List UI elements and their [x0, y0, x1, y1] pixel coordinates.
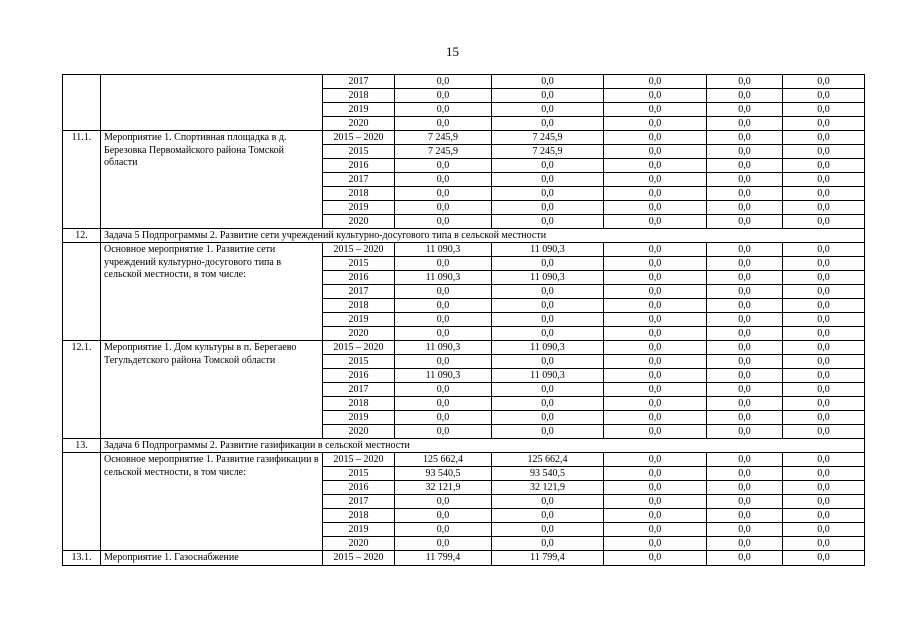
value-cell: 0,0 — [395, 299, 492, 313]
value-cell: 0,0 — [604, 271, 707, 285]
value-cell: 0,0 — [492, 173, 604, 187]
value-cell: 0,0 — [783, 257, 865, 271]
year-cell: 2019 — [323, 523, 395, 537]
value-cell: 0,0 — [783, 215, 865, 229]
year-cell: 2015 – 2020 — [323, 551, 395, 566]
year-cell: 2018 — [323, 397, 395, 411]
year-cell: 2019 — [323, 313, 395, 327]
value-cell: 0,0 — [604, 75, 707, 89]
value-cell: 0,0 — [783, 285, 865, 299]
row-number-cell: 12. — [63, 229, 101, 243]
measure-description-cell: Мероприятие 1. Газоснабжение — [101, 551, 323, 566]
value-cell: 0,0 — [783, 103, 865, 117]
value-cell: 0,0 — [783, 131, 865, 145]
value-cell: 7 245,9 — [492, 131, 604, 145]
value-cell: 0,0 — [492, 327, 604, 341]
year-cell: 2016 — [323, 159, 395, 173]
page-number: 15 — [446, 44, 459, 59]
value-cell: 0,0 — [604, 481, 707, 495]
year-cell: 2019 — [323, 103, 395, 117]
value-cell: 11 090,3 — [395, 271, 492, 285]
value-cell: 0,0 — [492, 187, 604, 201]
year-cell: 2018 — [323, 89, 395, 103]
year-cell: 2016 — [323, 481, 395, 495]
value-cell: 0,0 — [707, 551, 783, 566]
row-number-cell: 13.1. — [63, 551, 101, 566]
value-cell: 0,0 — [783, 355, 865, 369]
value-cell: 0,0 — [492, 159, 604, 173]
row-number-cell — [63, 453, 101, 551]
value-cell: 0,0 — [707, 187, 783, 201]
value-cell: 0,0 — [707, 537, 783, 551]
value-cell: 0,0 — [492, 425, 604, 439]
value-cell: 0,0 — [707, 257, 783, 271]
value-cell: 0,0 — [783, 159, 865, 173]
value-cell: 0,0 — [604, 201, 707, 215]
row-number-cell: 13. — [63, 439, 101, 453]
year-cell: 2020 — [323, 327, 395, 341]
task-title-cell: Задача 5 Подпрограммы 2. Развитие сети учреждений культурно-досугового типа в сельской местности — [101, 229, 865, 243]
year-cell: 2015 — [323, 257, 395, 271]
value-cell: 0,0 — [604, 173, 707, 187]
task-title-cell: Задача 6 Подпрограммы 2. Развитие газификации в сельской местности — [101, 439, 865, 453]
value-cell: 0,0 — [707, 397, 783, 411]
value-cell: 0,0 — [492, 509, 604, 523]
value-cell: 0,0 — [492, 215, 604, 229]
value-cell: 0,0 — [783, 481, 865, 495]
value-cell: 0,0 — [707, 201, 783, 215]
value-cell: 11 799,4 — [492, 551, 604, 566]
value-cell: 0,0 — [492, 75, 604, 89]
value-cell: 0,0 — [604, 327, 707, 341]
value-cell: 0,0 — [395, 383, 492, 397]
value-cell: 0,0 — [604, 537, 707, 551]
value-cell: 0,0 — [783, 425, 865, 439]
value-cell: 0,0 — [783, 173, 865, 187]
measure-description-cell: Основное мероприятие 1. Развитие газификации в сельской местности, в том числе: — [101, 453, 323, 551]
value-cell: 0,0 — [604, 369, 707, 383]
value-cell: 0,0 — [604, 117, 707, 131]
value-cell: 0,0 — [604, 551, 707, 566]
value-cell: 0,0 — [395, 89, 492, 103]
value-cell: 0,0 — [783, 299, 865, 313]
value-cell: 125 662,4 — [492, 453, 604, 467]
table-row — [63, 131, 865, 145]
value-cell: 32 121,9 — [395, 481, 492, 495]
value-cell: 0,0 — [395, 327, 492, 341]
value-cell: 0,0 — [395, 285, 492, 299]
value-cell: 0,0 — [783, 509, 865, 523]
row-number-cell: 12.1. — [63, 341, 101, 439]
value-cell: 0,0 — [604, 299, 707, 313]
value-cell: 0,0 — [707, 369, 783, 383]
value-cell: 0,0 — [604, 145, 707, 159]
value-cell: 11 090,3 — [395, 243, 492, 257]
value-cell: 0,0 — [395, 159, 492, 173]
value-cell: 0,0 — [783, 467, 865, 481]
row-number-cell: 11.1. — [63, 131, 101, 229]
value-cell: 0,0 — [395, 523, 492, 537]
value-cell: 11 090,3 — [395, 369, 492, 383]
value-cell: 0,0 — [783, 117, 865, 131]
value-cell: 0,0 — [395, 103, 492, 117]
value-cell: 0,0 — [604, 495, 707, 509]
value-cell: 0,0 — [783, 75, 865, 89]
year-cell: 2016 — [323, 271, 395, 285]
value-cell: 0,0 — [783, 411, 865, 425]
table-row — [63, 453, 865, 467]
value-cell: 0,0 — [604, 467, 707, 481]
value-cell: 0,0 — [604, 243, 707, 257]
year-cell: 2017 — [323, 495, 395, 509]
year-cell: 2015 – 2020 — [323, 243, 395, 257]
value-cell: 0,0 — [492, 285, 604, 299]
measure-description-cell: Мероприятие 1. Спортивная площадка в д. Березовка Первомайского района Томской области — [101, 131, 323, 229]
value-cell: 0,0 — [707, 159, 783, 173]
value-cell: 0,0 — [783, 523, 865, 537]
value-cell: 0,0 — [707, 131, 783, 145]
value-cell: 125 662,4 — [395, 453, 492, 467]
value-cell: 11 799,4 — [395, 551, 492, 566]
value-cell: 0,0 — [604, 285, 707, 299]
year-cell: 2018 — [323, 299, 395, 313]
year-cell: 2020 — [323, 537, 395, 551]
value-cell: 0,0 — [492, 103, 604, 117]
value-cell: 0,0 — [707, 313, 783, 327]
value-cell: 93 540,5 — [492, 467, 604, 481]
value-cell: 0,0 — [783, 453, 865, 467]
year-cell: 2020 — [323, 215, 395, 229]
value-cell: 0,0 — [395, 257, 492, 271]
year-cell: 2018 — [323, 187, 395, 201]
value-cell: 0,0 — [783, 551, 865, 566]
year-cell: 2018 — [323, 509, 395, 523]
value-cell: 0,0 — [604, 89, 707, 103]
value-cell: 0,0 — [707, 355, 783, 369]
value-cell: 0,0 — [604, 411, 707, 425]
value-cell: 0,0 — [783, 243, 865, 257]
value-cell: 0,0 — [707, 89, 783, 103]
value-cell: 7 245,9 — [492, 145, 604, 159]
value-cell: 0,0 — [707, 467, 783, 481]
value-cell: 0,0 — [395, 215, 492, 229]
value-cell: 0,0 — [783, 271, 865, 285]
value-cell: 0,0 — [492, 117, 604, 131]
value-cell: 11 090,3 — [492, 369, 604, 383]
value-cell: 0,0 — [395, 173, 492, 187]
value-cell: 0,0 — [707, 117, 783, 131]
year-cell: 2017 — [323, 285, 395, 299]
table-row — [63, 243, 865, 257]
value-cell: 0,0 — [395, 425, 492, 439]
value-cell: 0,0 — [395, 201, 492, 215]
value-cell: 0,0 — [783, 495, 865, 509]
task-row — [63, 439, 865, 453]
value-cell: 0,0 — [707, 75, 783, 89]
year-cell: 2017 — [323, 383, 395, 397]
value-cell: 0,0 — [604, 523, 707, 537]
value-cell: 0,0 — [492, 495, 604, 509]
value-cell: 0,0 — [492, 537, 604, 551]
value-cell: 0,0 — [707, 299, 783, 313]
value-cell: 0,0 — [604, 257, 707, 271]
value-cell: 0,0 — [707, 425, 783, 439]
value-cell: 7 245,9 — [395, 131, 492, 145]
value-cell: 0,0 — [492, 313, 604, 327]
measure-description-cell: Основное мероприятие 1. Развитие сети учреждений культурно-досугового типа в сельской местности, в том числе: — [101, 243, 323, 341]
value-cell: 32 121,9 — [492, 481, 604, 495]
value-cell: 0,0 — [707, 243, 783, 257]
value-cell: 0,0 — [783, 313, 865, 327]
year-cell: 2015 – 2020 — [323, 131, 395, 145]
value-cell: 0,0 — [604, 313, 707, 327]
value-cell: 0,0 — [707, 411, 783, 425]
value-cell: 0,0 — [783, 537, 865, 551]
value-cell: 0,0 — [395, 117, 492, 131]
value-cell: 0,0 — [707, 215, 783, 229]
value-cell: 0,0 — [395, 355, 492, 369]
value-cell: 0,0 — [492, 523, 604, 537]
table-body — [63, 75, 865, 566]
year-cell: 2015 — [323, 355, 395, 369]
value-cell: 0,0 — [395, 75, 492, 89]
value-cell: 7 245,9 — [395, 145, 492, 159]
value-cell: 0,0 — [492, 89, 604, 103]
year-cell: 2020 — [323, 117, 395, 131]
budget-table — [62, 74, 865, 566]
value-cell: 0,0 — [707, 173, 783, 187]
table-row — [63, 341, 865, 355]
value-cell: 0,0 — [395, 495, 492, 509]
value-cell: 0,0 — [707, 383, 783, 397]
value-cell: 0,0 — [604, 187, 707, 201]
value-cell: 0,0 — [707, 481, 783, 495]
year-cell: 2020 — [323, 425, 395, 439]
value-cell: 0,0 — [783, 397, 865, 411]
value-cell: 0,0 — [707, 509, 783, 523]
value-cell: 11 090,3 — [492, 341, 604, 355]
year-cell: 2015 – 2020 — [323, 453, 395, 467]
value-cell: 0,0 — [492, 383, 604, 397]
value-cell: 0,0 — [395, 187, 492, 201]
value-cell: 0,0 — [492, 257, 604, 271]
value-cell: 0,0 — [707, 327, 783, 341]
value-cell: 0,0 — [604, 509, 707, 523]
value-cell: 0,0 — [783, 341, 865, 355]
value-cell: 0,0 — [395, 411, 492, 425]
value-cell: 11 090,3 — [395, 341, 492, 355]
value-cell: 11 090,3 — [492, 271, 604, 285]
value-cell: 0,0 — [604, 341, 707, 355]
value-cell: 0,0 — [707, 285, 783, 299]
value-cell: 0,0 — [395, 313, 492, 327]
value-cell: 0,0 — [783, 369, 865, 383]
year-cell: 2016 — [323, 369, 395, 383]
value-cell: 0,0 — [604, 453, 707, 467]
measure-description-cell: Мероприятие 1. Дом культуры в п. Берегаево Тегульдетского района Томской области — [101, 341, 323, 439]
value-cell: 0,0 — [604, 397, 707, 411]
value-cell: 0,0 — [604, 215, 707, 229]
value-cell: 0,0 — [604, 103, 707, 117]
value-cell: 0,0 — [492, 355, 604, 369]
value-cell: 0,0 — [783, 327, 865, 341]
row-number-cell — [63, 75, 101, 131]
value-cell: 0,0 — [492, 397, 604, 411]
row-number-cell — [63, 243, 101, 341]
value-cell: 0,0 — [604, 383, 707, 397]
value-cell: 0,0 — [707, 495, 783, 509]
value-cell: 0,0 — [395, 397, 492, 411]
year-cell: 2015 — [323, 145, 395, 159]
year-cell: 2017 — [323, 75, 395, 89]
value-cell: 0,0 — [395, 537, 492, 551]
year-cell: 2017 — [323, 173, 395, 187]
value-cell: 0,0 — [783, 187, 865, 201]
value-cell: 0,0 — [604, 131, 707, 145]
value-cell: 0,0 — [395, 509, 492, 523]
value-cell: 0,0 — [604, 355, 707, 369]
year-cell: 2015 — [323, 467, 395, 481]
value-cell: 0,0 — [492, 411, 604, 425]
value-cell: 0,0 — [783, 145, 865, 159]
value-cell: 0,0 — [783, 201, 865, 215]
value-cell: 93 540,5 — [395, 467, 492, 481]
value-cell: 0,0 — [604, 159, 707, 173]
value-cell: 11 090,3 — [492, 243, 604, 257]
value-cell: 0,0 — [707, 453, 783, 467]
value-cell: 0,0 — [783, 89, 865, 103]
value-cell: 0,0 — [492, 201, 604, 215]
value-cell: 0,0 — [492, 299, 604, 313]
year-cell: 2015 – 2020 — [323, 341, 395, 355]
value-cell: 0,0 — [707, 523, 783, 537]
table-row — [63, 75, 865, 89]
value-cell: 0,0 — [707, 145, 783, 159]
year-cell: 2019 — [323, 201, 395, 215]
value-cell: 0,0 — [707, 103, 783, 117]
measure-description-cell — [101, 75, 323, 131]
value-cell: 0,0 — [707, 341, 783, 355]
table-row — [63, 551, 865, 566]
year-cell: 2019 — [323, 411, 395, 425]
value-cell: 0,0 — [783, 383, 865, 397]
value-cell: 0,0 — [707, 271, 783, 285]
task-row — [63, 229, 865, 243]
value-cell: 0,0 — [604, 425, 707, 439]
